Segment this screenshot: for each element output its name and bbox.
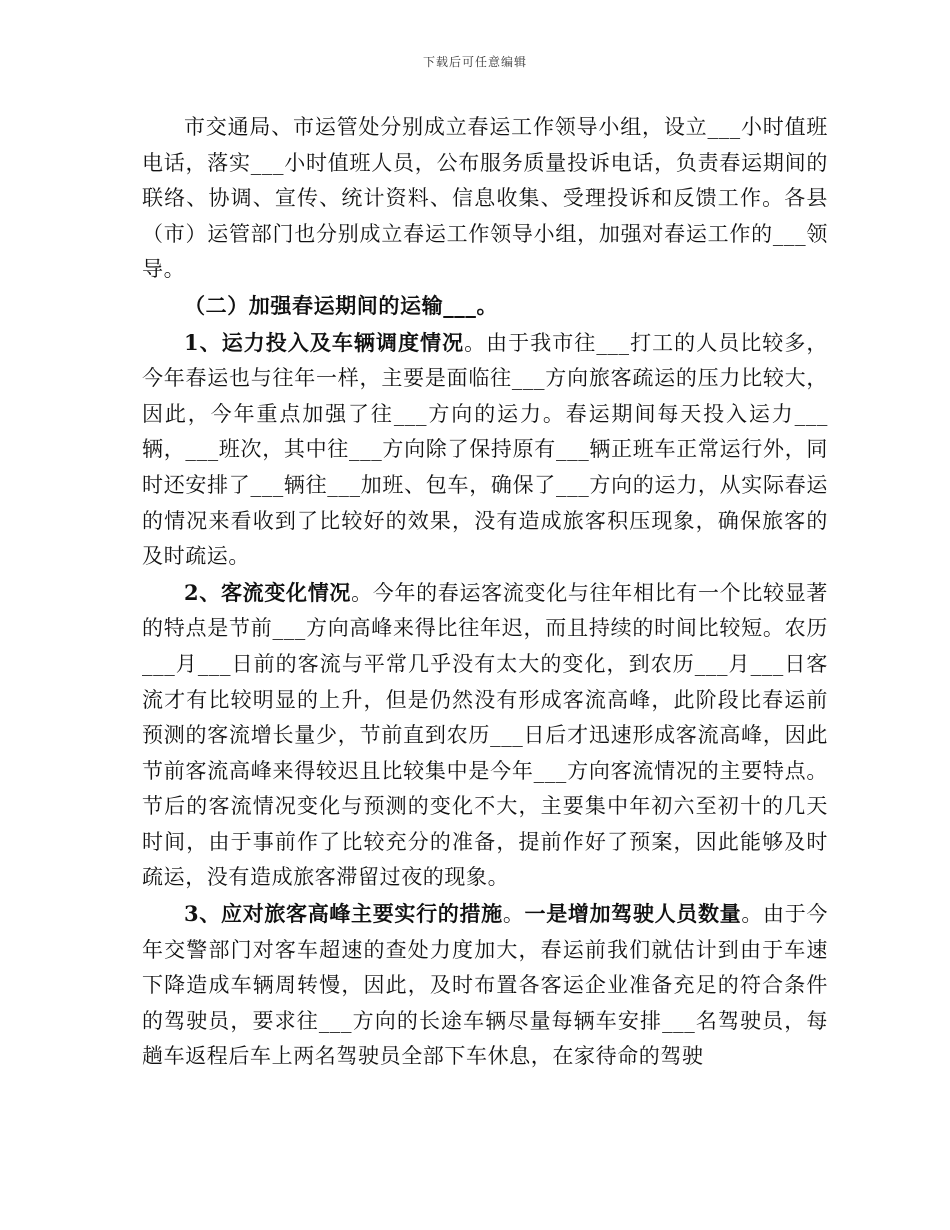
paragraph-lead: 2、客流变化情况: [184, 579, 352, 605]
paragraph-text: 市交通局、市运管处分别成立春运工作领导小组，设立___小时值班电话，落实___小时值班人员，公布服务质量投诉电话，负责春运期间的联络、协调、宣传、统计资料、信息收集、受理投诉和反馈工作。各县（市）运管部门也分别成立春运工作领导小组，加强对春运工作的___领导。: [142, 115, 828, 282]
document-body: [142, 110, 828, 1075]
paragraph-sublead: 一是增加驾驶人员数量: [524, 901, 742, 927]
section-heading-text: （二）加强春运期间的运输___。: [184, 292, 499, 318]
paragraph-capacity: [142, 325, 828, 575]
paragraph-text-continued: 。由于今年交警部门对客车超速的查处力度加大，春运前我们就估计到由于车速下降造成车辆周转慢，因此，及时布置各客运企业准备充足的符合条件的驾驶员，要求往___方向的长途车辆尽量每辆车安排___名驾驶员，每趟车返程后车上两名驾驶员全部下车休息，在家待命的驾驶: [142, 902, 828, 1069]
paragraph-text: 。: [502, 902, 525, 927]
paragraph-text: 。今年的春运客流变化与往年相比有一个比较显著的特点是节前___方向高峰来得比往年迟，而且持续的时间比较短。农历___月___日前的客流与平常几乎没有太大的变化，到农历___月___日客流才有比较明显的上升，但是仍然没有形成客流高峰，此阶段比春运前预测的客流增长量少，节前直到农历___日后才迅速形成客流高峰，因此节前客流高峰来得较迟且比较集中是今年___方向客流情况的主要特点。节后的客流情况变化与预测的变化不大，主要集中年初六至初十的几天时间，由于事前作了比较充分的准备，提前作好了预案，因此能够及时疏运，没有造成旅客滞留过夜的现象。: [142, 580, 828, 890]
paragraph-lead: 3、应对旅客高峰主要实行的措施: [184, 901, 503, 927]
paragraph-lead: 1、运力投入及车辆调度情况: [184, 329, 465, 355]
section-heading: [142, 288, 828, 325]
paragraph-passenger-flow: [142, 575, 828, 896]
paragraph-leadership-groups: [142, 110, 828, 288]
paragraph-peak-measures: [142, 896, 828, 1075]
header-note: 下载后可任意编辑: [422, 55, 527, 69]
paragraph-text: 。由于我市往___打工的人员比较多，今年春运也与往年一样，主要是面临往___方向旅客疏运的压力比较大，因此，今年重点加强了往___方向的运力。春运期间每天投入运力___辆，___班次，其中往___方向除了保持原有___辆正班车正常运行外，同时还安排了___辆往___加班、包车，确保了___方向的运力，从实际春运的情况来看收到了比较好的效果，没有造成旅客积压现象，确保旅客的及时疏运。: [142, 330, 828, 569]
